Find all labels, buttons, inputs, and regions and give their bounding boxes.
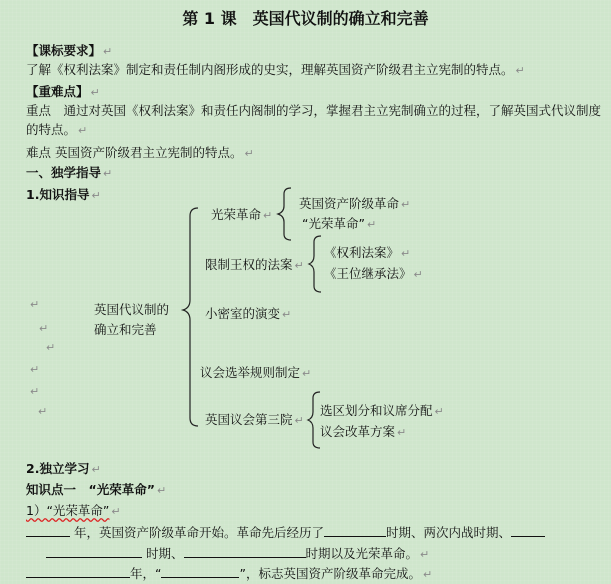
- branch-third-house: 英国议会第三院 ↵: [205, 412, 304, 427]
- para-mark: ↵: [46, 341, 56, 354]
- branch1-sub-2: “光荣革命” ↵: [302, 216, 377, 231]
- curriculum-heading: 【课标要求】 ↵: [26, 43, 113, 58]
- brace-branch5: [308, 392, 320, 448]
- difficulty-text: 难点 英国资产阶级君主立宪制的特点。 ↵: [26, 145, 254, 160]
- branch2-sub-2: 《王位继承法》 ↵: [324, 266, 423, 281]
- blank-year-end[interactable]: [26, 564, 130, 578]
- knowledge-guide-heading: 1.知识指导 ↵: [26, 187, 101, 202]
- q1-label: 1）“光荣革命” ↵: [26, 503, 121, 518]
- brace-branch1: [278, 188, 291, 240]
- keypoints-heading: 【重难点】 ↵: [26, 84, 100, 99]
- fill-line-3: 年，“ ”，标志英国资产阶级革命完成。 ↵: [26, 564, 432, 584]
- kp1-heading: 知识点一 “光荣革命” ↵: [26, 482, 167, 497]
- branch-glorious-revolution: 光荣革命 ↵: [211, 207, 273, 222]
- curriculum-text: 了解《权利法案》制定和责任制内阁形成的史实，理解英国资产阶级君主立宪制的特点。 ↵: [26, 62, 525, 77]
- blank-period-1[interactable]: [324, 523, 386, 537]
- branch1-sub-1: 英国资产阶级革命 ↵: [299, 196, 411, 211]
- branch5-sub-2: 议会改革方案 ↵: [320, 424, 407, 439]
- para-mark: ↵: [39, 322, 49, 335]
- diagram-root: 英国代议制的 确立和完善: [94, 302, 170, 337]
- fill-line-1: 年，英国资产阶级革命开始。革命先后经历了 时期、两次内战时期、: [26, 523, 545, 542]
- blank-period-3[interactable]: [46, 544, 142, 558]
- branch-limit-royal-power: 限制王权的法案 ↵: [205, 257, 304, 272]
- para-mark: ↵: [38, 405, 48, 418]
- para-mark: ↵: [30, 298, 40, 311]
- main-brace: [183, 208, 198, 426]
- branch2-sub-1: 《权利法案》 ↵: [324, 245, 411, 260]
- branch5-sub-1: 选区划分和议席分配 ↵: [320, 403, 444, 418]
- blank-period-2[interactable]: [511, 523, 545, 537]
- keypoint-text: 重点 通过对英国《权利法案》和责任内阁制的学习，掌握君主立宪制确立的过程，了解英国式代议制度的特点。 ↵: [26, 103, 602, 137]
- blank-event[interactable]: [161, 564, 239, 578]
- independent-study-heading: 2.独立学习 ↵: [26, 461, 101, 476]
- fill-line-2: 时期、 时期以及光荣革命。 ↵: [46, 544, 429, 564]
- branch-election-rules: 议会选举规则制定 ↵: [200, 365, 312, 380]
- para-mark: ↵: [30, 363, 40, 376]
- guide-heading: 一、独学指导 ↵: [26, 165, 113, 180]
- blank-period-4[interactable]: [184, 544, 306, 558]
- brace-branch2: [309, 236, 321, 292]
- blank-year-start[interactable]: [26, 523, 70, 537]
- para-mark: ↵: [30, 385, 40, 398]
- branch-cabinet: 小密室的演变 ↵: [205, 306, 292, 321]
- page-title: 第 1 课 英国代议制的确立和完善: [182, 9, 429, 28]
